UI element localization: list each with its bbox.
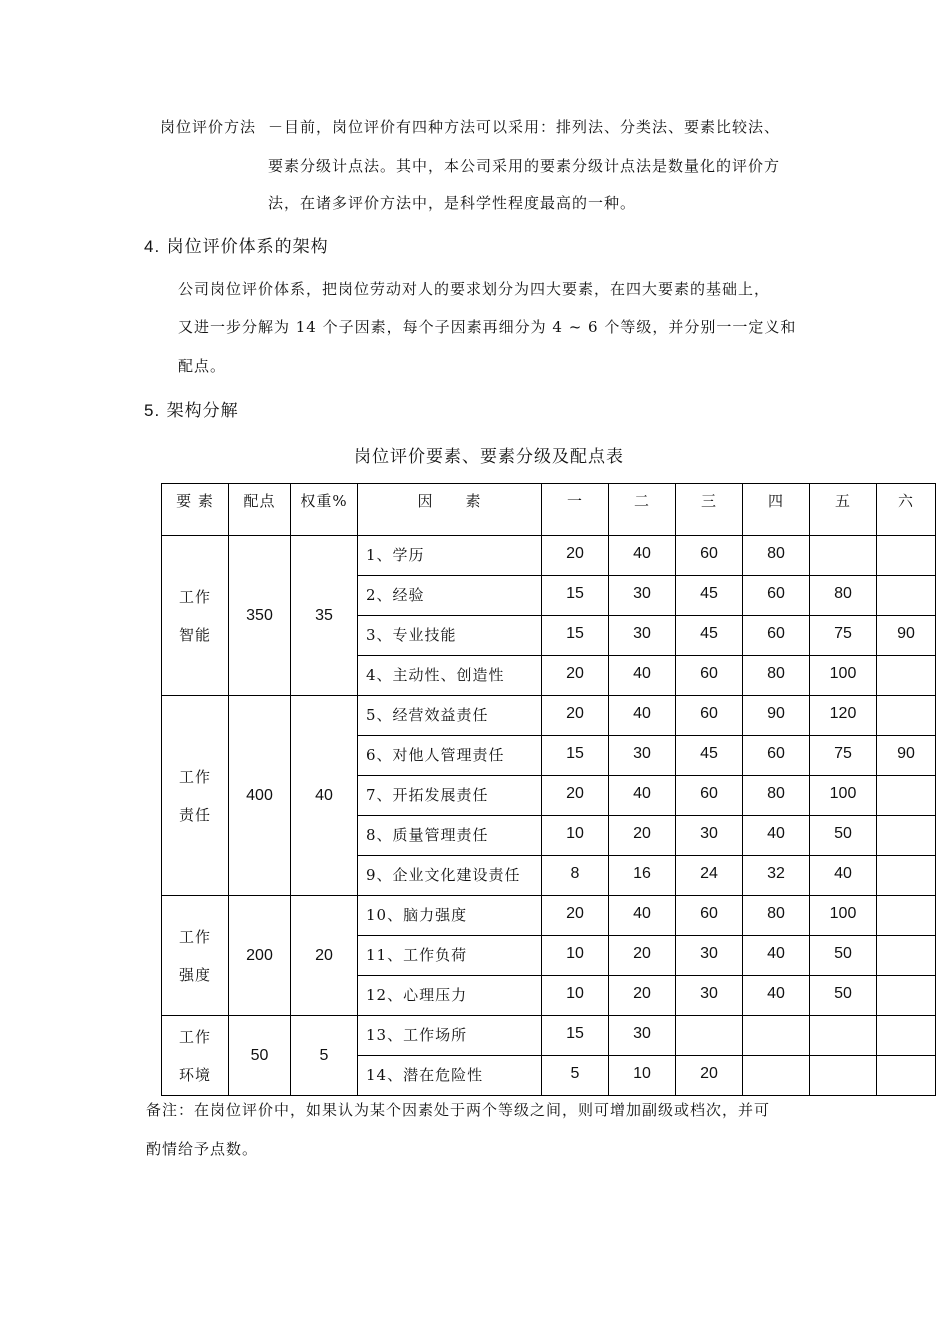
level-cell: 100 — [810, 776, 877, 816]
section-4-title: 岗位评价体系的架构 — [166, 237, 329, 257]
level-cell — [877, 856, 936, 896]
note-line-2: 酌情给予点数。 — [146, 1140, 259, 1158]
level-cell — [743, 1016, 810, 1056]
level-cell: 75 — [810, 616, 877, 656]
level-cell — [743, 1056, 810, 1096]
header-cell: 四 — [743, 484, 810, 536]
factor-cell: 7、开拓发展责任 — [358, 776, 542, 816]
level-cell — [810, 1056, 877, 1096]
header-cell: 三 — [676, 484, 743, 536]
weight-cell: 5 — [291, 1016, 358, 1096]
level-cell — [877, 816, 936, 856]
level-cell: 60 — [676, 896, 743, 936]
level-cell: 10 — [609, 1056, 676, 1096]
level-cell: 100 — [810, 896, 877, 936]
category-line-1: 工作 — [178, 587, 211, 606]
level-cell: 20 — [542, 696, 609, 736]
level-cell: 16 — [609, 856, 676, 896]
factor-cell: 4、主动性、创造性 — [358, 656, 542, 696]
header-cell: 二 — [609, 484, 676, 536]
level-cell: 24 — [676, 856, 743, 896]
level-cell: 60 — [676, 536, 743, 576]
factor-cell: 14、潜在危险性 — [358, 1056, 542, 1096]
level-cell: 15 — [542, 736, 609, 776]
factor-cell: 2、经验 — [358, 576, 542, 616]
level-cell: 10 — [542, 976, 609, 1016]
weight-cell: 20 — [291, 896, 358, 1016]
level-cell: 80 — [743, 776, 810, 816]
level-cell: 50 — [810, 816, 877, 856]
level-cell: 80 — [743, 896, 810, 936]
level-cell: 50 — [810, 976, 877, 1016]
header-cell: 五 — [810, 484, 877, 536]
level-cell: 50 — [810, 936, 877, 976]
table-row — [162, 536, 936, 576]
category-line-2: 环境 — [178, 1065, 211, 1084]
factor-cell: 1、学历 — [358, 536, 542, 576]
header-cell: 六 — [877, 484, 936, 536]
intro-line-2: 要素分级计点法。其中，本公司采用的要素分级计点法是数量化的评价方 — [268, 157, 781, 175]
weight-cell: 40 — [291, 696, 358, 896]
level-cell: 30 — [676, 976, 743, 1016]
level-cell: 8 — [542, 856, 609, 896]
header-cell: 一 — [542, 484, 609, 536]
section-4-line-1: 公司岗位评价体系，把岗位劳动对人的要求划分为四大要素，在四大要素的基础上， — [178, 280, 771, 298]
points-cell: 350 — [229, 536, 291, 696]
category-cell — [162, 536, 229, 696]
points-cell: 200 — [229, 896, 291, 1016]
weight-cell: 35 — [291, 536, 358, 696]
table-header-row — [162, 484, 936, 536]
factor-cell: 13、工作场所 — [358, 1016, 542, 1056]
level-cell: 60 — [676, 696, 743, 736]
level-cell: 10 — [542, 936, 609, 976]
level-cell: 90 — [743, 696, 810, 736]
category-line-1: 工作 — [178, 1027, 211, 1046]
level-cell: 40 — [609, 776, 676, 816]
method-label: 岗位评价方法 — [160, 118, 257, 136]
section-4-heading — [144, 232, 329, 257]
level-cell: 40 — [810, 856, 877, 896]
level-cell: 40 — [609, 656, 676, 696]
category-cell — [162, 696, 229, 896]
level-cell: 40 — [609, 696, 676, 736]
level-cell — [877, 576, 936, 616]
section-5-number: 5. — [144, 401, 161, 420]
level-cell: 40 — [743, 976, 810, 1016]
level-cell: 40 — [743, 816, 810, 856]
header-cell: 配点 — [229, 484, 291, 536]
level-cell: 60 — [743, 616, 810, 656]
table-row — [162, 896, 936, 936]
level-cell: 20 — [609, 936, 676, 976]
level-cell: 15 — [542, 616, 609, 656]
level-cell: 60 — [743, 576, 810, 616]
level-cell — [676, 1016, 743, 1056]
level-cell: 20 — [542, 536, 609, 576]
level-cell: 20 — [609, 816, 676, 856]
level-cell: 80 — [743, 536, 810, 576]
section-4-line-2: 又进一步分解为 14 个子因素，每个子因素再细分为 4 ~ 6 个等级，并分别一一定义和 — [178, 318, 797, 336]
category-line-2: 智能 — [178, 625, 211, 644]
level-cell — [877, 536, 936, 576]
level-cell: 20 — [542, 896, 609, 936]
factor-cell: 10、脑力强度 — [358, 896, 542, 936]
level-cell: 60 — [676, 656, 743, 696]
section-4-number: 4. — [144, 237, 161, 256]
section-5-title: 架构分解 — [166, 401, 239, 421]
level-cell: 100 — [810, 656, 877, 696]
table-row — [162, 1016, 936, 1056]
level-cell — [877, 896, 936, 936]
note-line-1: 备注：在岗位评价中，如果认为某个因素处于两个等级之间，则可增加副级或档次，并可 — [146, 1101, 771, 1119]
evaluation-table — [161, 483, 936, 1096]
intro-line-1: －目前，岗位评价有四种方法可以采用：排列法、分类法、要素比较法、 — [268, 118, 781, 136]
level-cell: 80 — [810, 576, 877, 616]
level-cell — [877, 976, 936, 1016]
level-cell: 15 — [542, 576, 609, 616]
level-cell: 10 — [542, 816, 609, 856]
header-cell: 因 素 — [358, 484, 542, 536]
factor-cell: 5、经营效益责任 — [358, 696, 542, 736]
level-cell: 40 — [743, 936, 810, 976]
factor-cell: 6、对他人管理责任 — [358, 736, 542, 776]
intro-line-3: 法，在诸多评价方法中，是科学性程度最高的一种。 — [268, 194, 637, 212]
level-cell: 30 — [609, 576, 676, 616]
level-cell — [877, 1016, 936, 1056]
level-cell: 5 — [542, 1056, 609, 1096]
level-cell: 60 — [676, 776, 743, 816]
level-cell: 30 — [609, 736, 676, 776]
level-cell — [877, 1056, 936, 1096]
category-line-2: 责任 — [178, 805, 211, 824]
category-line-1: 工作 — [178, 927, 211, 946]
level-cell: 90 — [877, 616, 936, 656]
factor-cell: 12、心理压力 — [358, 976, 542, 1016]
level-cell: 20 — [676, 1056, 743, 1096]
category-cell — [162, 896, 229, 1016]
points-cell: 400 — [229, 696, 291, 896]
category-cell — [162, 1016, 229, 1096]
level-cell — [877, 936, 936, 976]
level-cell: 75 — [810, 736, 877, 776]
level-cell: 45 — [676, 736, 743, 776]
points-cell: 50 — [229, 1016, 291, 1096]
level-cell: 32 — [743, 856, 810, 896]
level-cell: 30 — [609, 1016, 676, 1056]
level-cell — [877, 656, 936, 696]
header-cell: 权重% — [291, 484, 358, 536]
category-line-1: 工作 — [178, 767, 211, 786]
table-row — [162, 696, 936, 736]
level-cell: 45 — [676, 616, 743, 656]
level-cell: 80 — [743, 656, 810, 696]
factor-cell: 3、专业技能 — [358, 616, 542, 656]
section-4-line-3: 配点。 — [178, 357, 227, 375]
table-body — [162, 536, 936, 1096]
section-5-heading — [144, 396, 239, 421]
level-cell: 30 — [676, 936, 743, 976]
level-cell: 90 — [877, 736, 936, 776]
level-cell: 15 — [542, 1016, 609, 1056]
factor-cell: 11、工作负荷 — [358, 936, 542, 976]
factor-cell: 8、质量管理责任 — [358, 816, 542, 856]
level-cell: 30 — [676, 816, 743, 856]
level-cell: 20 — [542, 776, 609, 816]
level-cell — [877, 776, 936, 816]
category-line-2: 强度 — [178, 965, 211, 984]
level-cell: 45 — [676, 576, 743, 616]
level-cell: 40 — [609, 896, 676, 936]
level-cell: 20 — [542, 656, 609, 696]
factor-cell: 9、企业文化建设责任 — [358, 856, 542, 896]
level-cell: 30 — [609, 616, 676, 656]
level-cell — [877, 696, 936, 736]
level-cell: 20 — [609, 976, 676, 1016]
level-cell — [810, 536, 877, 576]
level-cell: 120 — [810, 696, 877, 736]
level-cell: 60 — [743, 736, 810, 776]
table-caption: 岗位评价要素、要素分级及配点表 — [354, 447, 624, 467]
level-cell — [810, 1016, 877, 1056]
header-cell: 要 素 — [162, 484, 229, 536]
level-cell: 40 — [609, 536, 676, 576]
